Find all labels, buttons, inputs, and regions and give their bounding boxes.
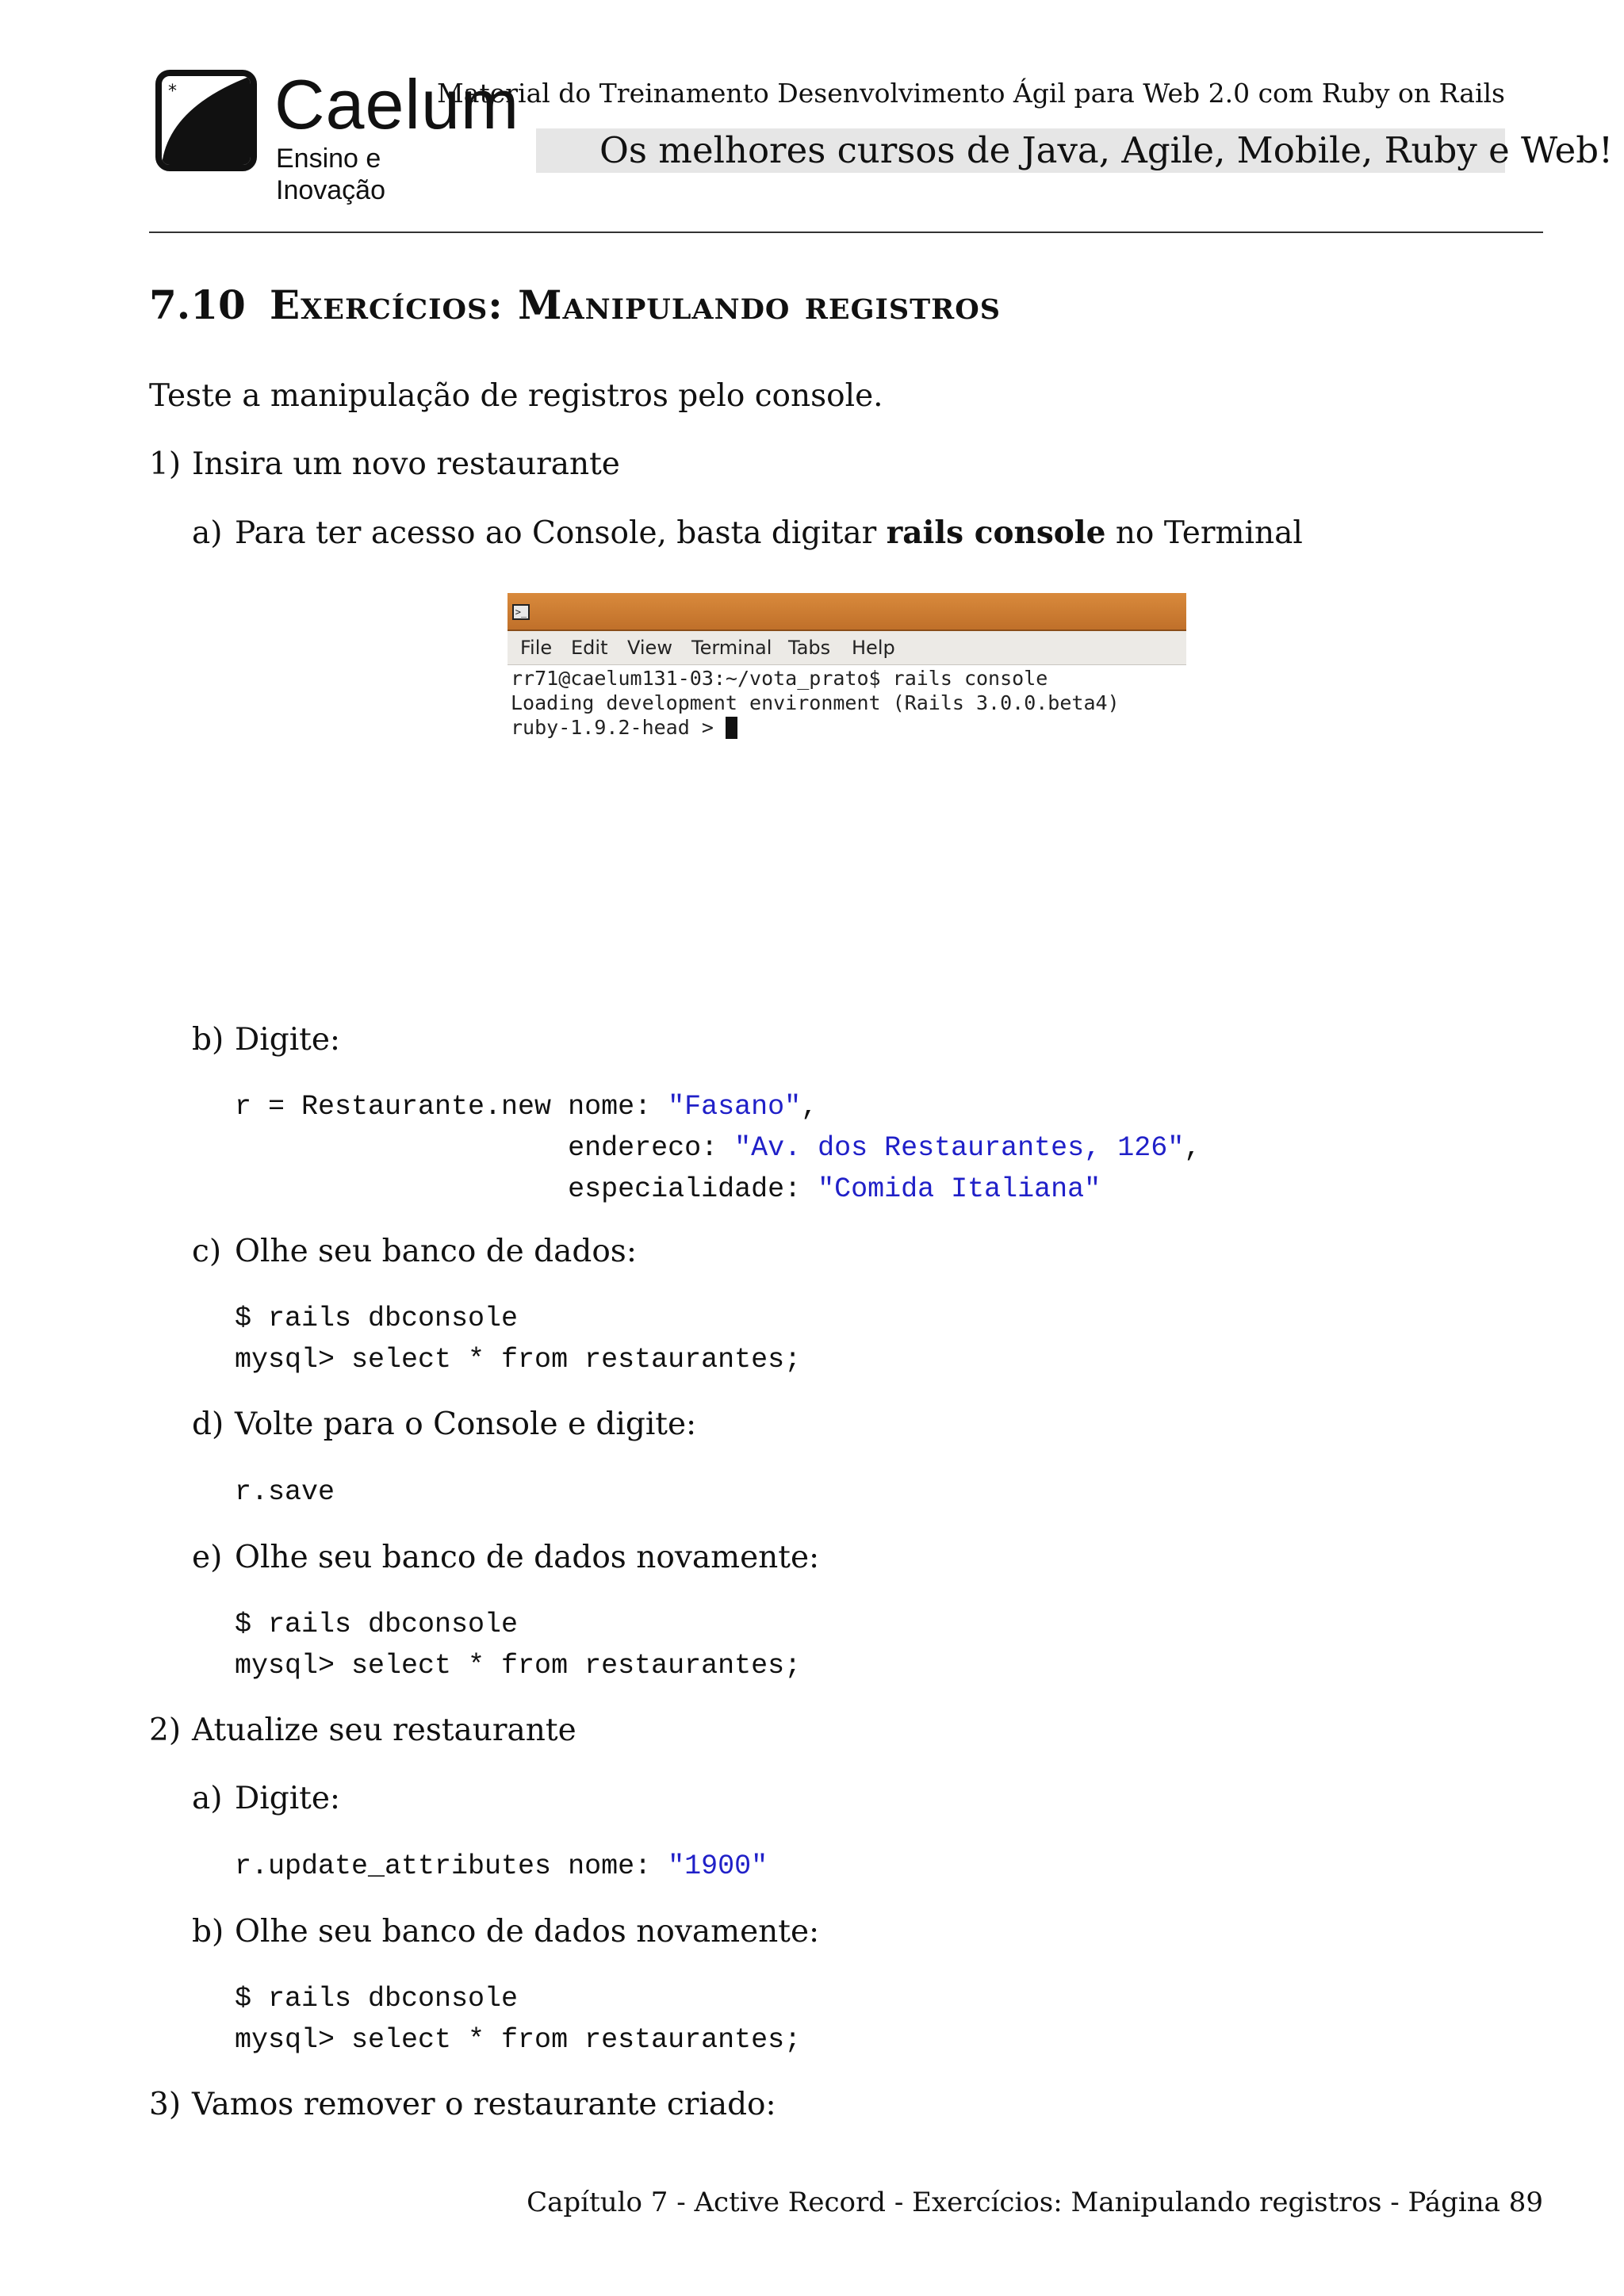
menu-view[interactable]: View — [627, 637, 672, 659]
code-line: mysql> select * from restaurantes; — [235, 1344, 802, 1376]
step-marker: 1) — [149, 446, 182, 482]
code-text: endereco: — [235, 1132, 735, 1164]
menu-tabs[interactable]: Tabs — [788, 637, 831, 659]
terminal-line: Loading development environment (Rails 3.0.0.beta4) — [511, 691, 1120, 714]
terminal-prompt: ruby-1.9.2-head > — [511, 716, 726, 739]
step-marker: a) — [192, 515, 223, 551]
logo-tagline: Ensino e Inovação — [276, 144, 385, 205]
terminal-menubar — [508, 631, 1186, 665]
terminal-titlebar — [508, 593, 1186, 631]
step-1a — [192, 513, 1303, 553]
code-block-dbconsole-1 — [235, 1298, 801, 1380]
page-footer: Capítulo 7 - Active Record - Exercícios: Manipulando registros - Página 89 — [527, 2187, 1543, 2218]
code-line — [235, 1127, 1201, 1169]
code-block-new-restaurante — [235, 1086, 1201, 1210]
step-1b — [192, 1020, 340, 1060]
code-block-update — [235, 1846, 768, 1887]
code-block-dbconsole-2 — [235, 1604, 801, 1686]
menu-terminal[interactable]: Terminal — [691, 637, 772, 659]
code-block-dbconsole-3 — [235, 1978, 801, 2061]
step-marker: 2) — [149, 1712, 182, 1748]
code-string: "Fasano" — [668, 1091, 802, 1123]
logo-mark-icon — [155, 70, 257, 171]
step-marker: b) — [192, 1022, 224, 1058]
menu-edit[interactable]: Edit — [571, 637, 608, 659]
code-string: "Av. dos Restaurantes, 126" — [734, 1132, 1185, 1164]
step-1d — [192, 1405, 696, 1445]
terminal-line: rr71@caelum131-03:~/vota_prato$ rails console — [511, 667, 1048, 690]
section-title — [149, 277, 1001, 333]
code-line — [235, 1846, 768, 1887]
code-line — [235, 1086, 1201, 1127]
code-line: $ rails dbconsole — [235, 1609, 519, 1640]
code-string: "Comida Italiana" — [818, 1173, 1101, 1205]
step-2 — [149, 1711, 576, 1751]
step-marker: c) — [192, 1234, 222, 1269]
step-3 — [149, 2085, 776, 2125]
step-text: Atualize seu restaurante — [192, 1712, 576, 1748]
step-text: Volte para o Console e digite: — [235, 1406, 697, 1442]
terminal-prompt-line — [511, 715, 1120, 740]
code-line — [235, 1169, 1201, 1210]
code-text: , — [801, 1091, 818, 1123]
code-line: mysql> select * from restaurantes; — [235, 2024, 802, 2056]
terminal-icon: >_ — [512, 604, 530, 620]
code-text: r.update_attributes nome: — [235, 1850, 668, 1882]
header-banner: Os melhores cursos de Java, Agile, Mobile, Ruby e Web! — [536, 128, 1505, 173]
logo-name: Caelum — [274, 65, 520, 144]
terminal-cursor — [726, 717, 737, 739]
step-2a — [192, 1779, 340, 1819]
code-line: mysql> select * from restaurantes; — [235, 1650, 802, 1682]
header-divider — [149, 232, 1543, 233]
step-text: Olhe seu banco de dados novamente: — [235, 1914, 820, 1950]
terminal-output[interactable] — [511, 666, 1120, 740]
step-text: Vamos remover o restaurante criado: — [192, 2087, 776, 2122]
step-2b — [192, 1912, 819, 1952]
section-title-text: Exercícios: Manipulando registros — [270, 281, 1002, 328]
step-text: Para ter acesso ao Console, basta digitar — [235, 515, 887, 551]
step-text: no Terminal — [1105, 515, 1303, 551]
svg-text:*: * — [168, 82, 177, 101]
code-line: r.save — [235, 1476, 335, 1508]
code-text: especialidade: — [235, 1173, 818, 1205]
step-marker: b) — [192, 1914, 224, 1950]
step-1 — [149, 445, 620, 484]
step-1e — [192, 1538, 819, 1578]
menu-help[interactable]: Help — [852, 637, 895, 659]
step-marker: d) — [192, 1406, 224, 1442]
intro-paragraph: Teste a manipulação de registros pelo console. — [149, 378, 883, 414]
step-marker: e) — [192, 1540, 223, 1575]
step-marker: 3) — [149, 2087, 182, 2122]
code-line: $ rails dbconsole — [235, 1303, 519, 1334]
code-string: "1900" — [668, 1850, 768, 1882]
code-text: r = Restaurante.new nome: — [235, 1091, 668, 1123]
step-text-bold: rails console — [886, 515, 1106, 551]
code-text: , — [1184, 1132, 1201, 1164]
code-block-save — [235, 1471, 335, 1513]
step-text: Insira um novo restaurante — [192, 446, 620, 482]
step-1c — [192, 1232, 637, 1272]
step-text: Olhe seu banco de dados: — [235, 1234, 637, 1269]
training-title: Material do Treinamento Desenvolvimento Ágil para Web 2.0 com Ruby on Rails — [437, 78, 1505, 109]
step-text: Digite: — [235, 1022, 341, 1058]
code-line: $ rails dbconsole — [235, 1983, 519, 2015]
section-number: 7.10 — [149, 281, 246, 328]
menu-file[interactable]: File — [520, 637, 553, 659]
step-marker: a) — [192, 1781, 223, 1816]
step-text: Digite: — [235, 1781, 341, 1816]
terminal-screenshot — [508, 593, 1186, 1004]
step-text: Olhe seu banco de dados novamente: — [235, 1540, 820, 1575]
